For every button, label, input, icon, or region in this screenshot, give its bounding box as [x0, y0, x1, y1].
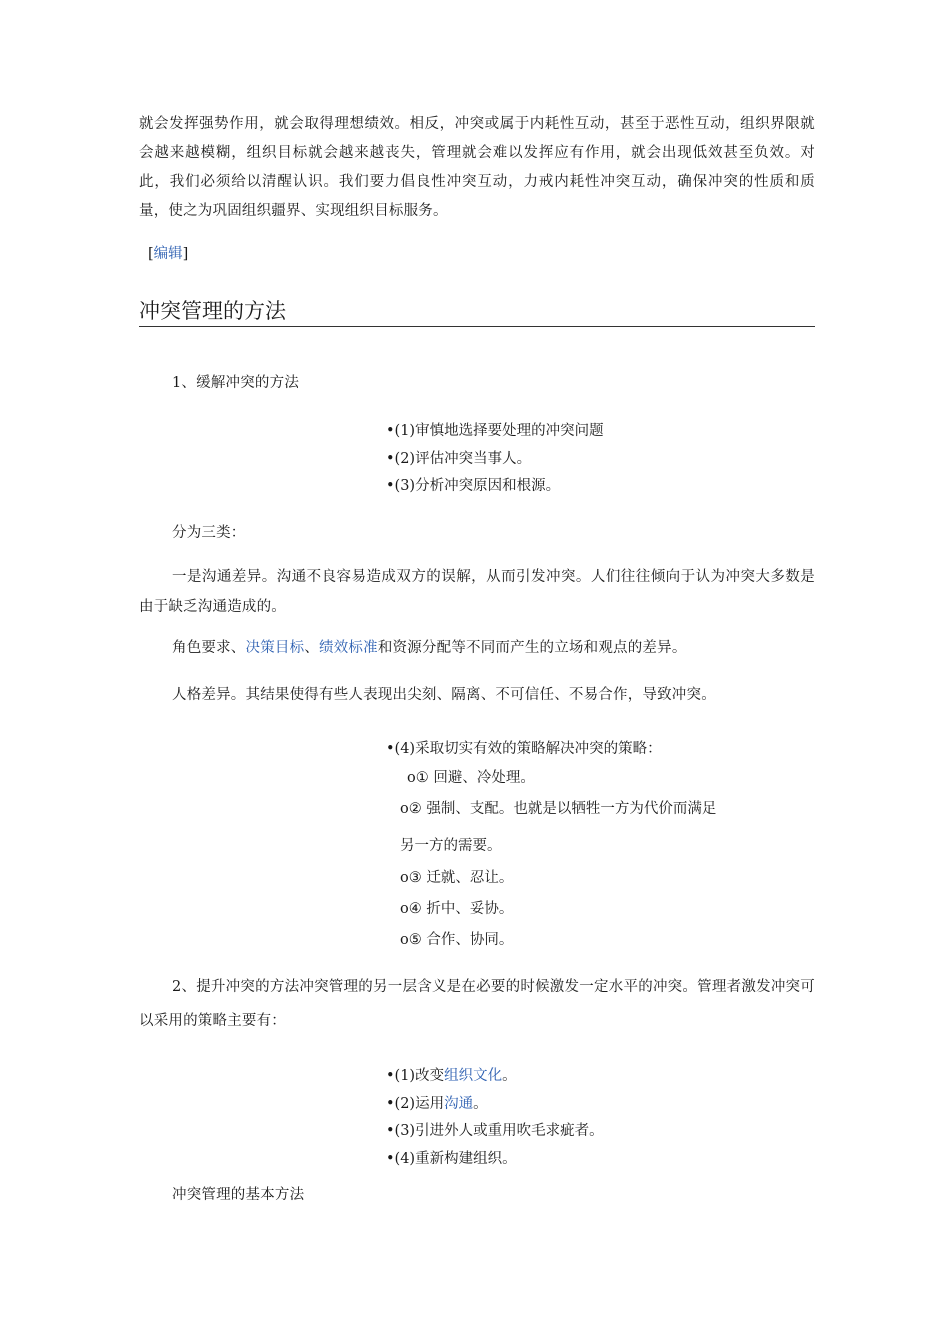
- edit-section-link-wrapper: [148, 243, 188, 265]
- intro-paragraph: 就会发挥强势作用，就会取得理想绩效。相反，冲突或属于内耗性互动，甚至于恶性互动，组织界限就会越来越模糊，组织目标就会越来越丧失，管理就会难以发挥应有作用，就会出现低效甚至负效。对此，我们必须给以清醒认识。我们要力倡良性冲突互动，力戒内耗性冲突互动，确保冲突的性质和质量，使之为巩固组织疆界、实现组织目标服务。: [139, 116, 815, 219]
- list-item: •(1)审慎地选择要处理的冲突问题: [386, 423, 604, 439]
- class2-text-post: 和资源分配等不同而产生的立场和观点的差异。: [377, 640, 687, 656]
- strategy-item: o⑤ 合作、协同。: [400, 932, 514, 948]
- list-item: [386, 1091, 604, 1119]
- edit-bracket-open: [: [148, 246, 154, 262]
- section-heading: 冲突管理的方法: [139, 296, 815, 327]
- section2-list: [386, 1063, 604, 1173]
- class2-paragraph: [172, 637, 687, 659]
- link-decision-goal[interactable]: 决策目标: [245, 640, 305, 656]
- basic-methods-title: 冲突管理的基本方法: [172, 1187, 305, 1203]
- class2-text-pre: 角色要求、: [172, 640, 246, 656]
- class3-paragraph: 人格差异。其结果使得有些人表现出尖刻、隔离、不可信任、不易合作，导致冲突。: [172, 687, 716, 703]
- list-item: [386, 1063, 604, 1091]
- item-text: •(1)改变: [386, 1068, 445, 1084]
- strategy-item-continued: 另一方的需要。: [400, 838, 502, 854]
- section1-list: [386, 418, 604, 501]
- class2-text-sep: 、: [304, 640, 320, 656]
- item-text: •(2)运用: [386, 1095, 445, 1112]
- list-item: •(4)重新构建组织。: [386, 1150, 517, 1167]
- list-item: •(3)引进外人或重用吹毛求疵者。: [386, 1123, 604, 1139]
- link-communication[interactable]: 沟通: [444, 1095, 474, 1112]
- strategy-item: o① 回避、冷处理。: [407, 770, 535, 786]
- item-text: 。: [502, 1068, 517, 1084]
- section2-paragraph: 2、提升冲突的方法冲突管理的另一层含义是在必要的时候激发一定水平的冲突。管理者激发冲突可以采用的策略主要有：: [139, 979, 815, 1029]
- list-item: •(3)分析冲突原因和根源。: [386, 478, 561, 494]
- class1-paragraph: 一是沟通差异。沟通不良容易造成双方的误解，从而引发冲突。人们往往倾向于认为冲突大多数是由于缺乏沟通造成的。: [139, 569, 815, 615]
- edit-bracket-close: ]: [182, 246, 189, 262]
- edit-link[interactable]: 编辑: [153, 246, 183, 262]
- link-performance-standard[interactable]: 绩效标准: [319, 640, 378, 656]
- strategy-item: o④ 折中、妥协。: [400, 901, 514, 917]
- strategy-item: o③ 迁就、忍让。: [400, 870, 514, 886]
- item-text: 。: [473, 1095, 488, 1112]
- section1-title: 1、缓解冲突的方法: [172, 375, 300, 391]
- link-org-culture[interactable]: 组织文化: [444, 1068, 503, 1084]
- list-item: •(2)评估冲突当事人。: [386, 450, 532, 467]
- classes-title: 分为三类：: [172, 525, 246, 541]
- strategy-item: o② 强制、支配。也就是以牺牲一方为代价而满足: [400, 801, 717, 817]
- list-item-4: •(4)采取切实有效的策略解决冲突的策略：: [386, 741, 662, 757]
